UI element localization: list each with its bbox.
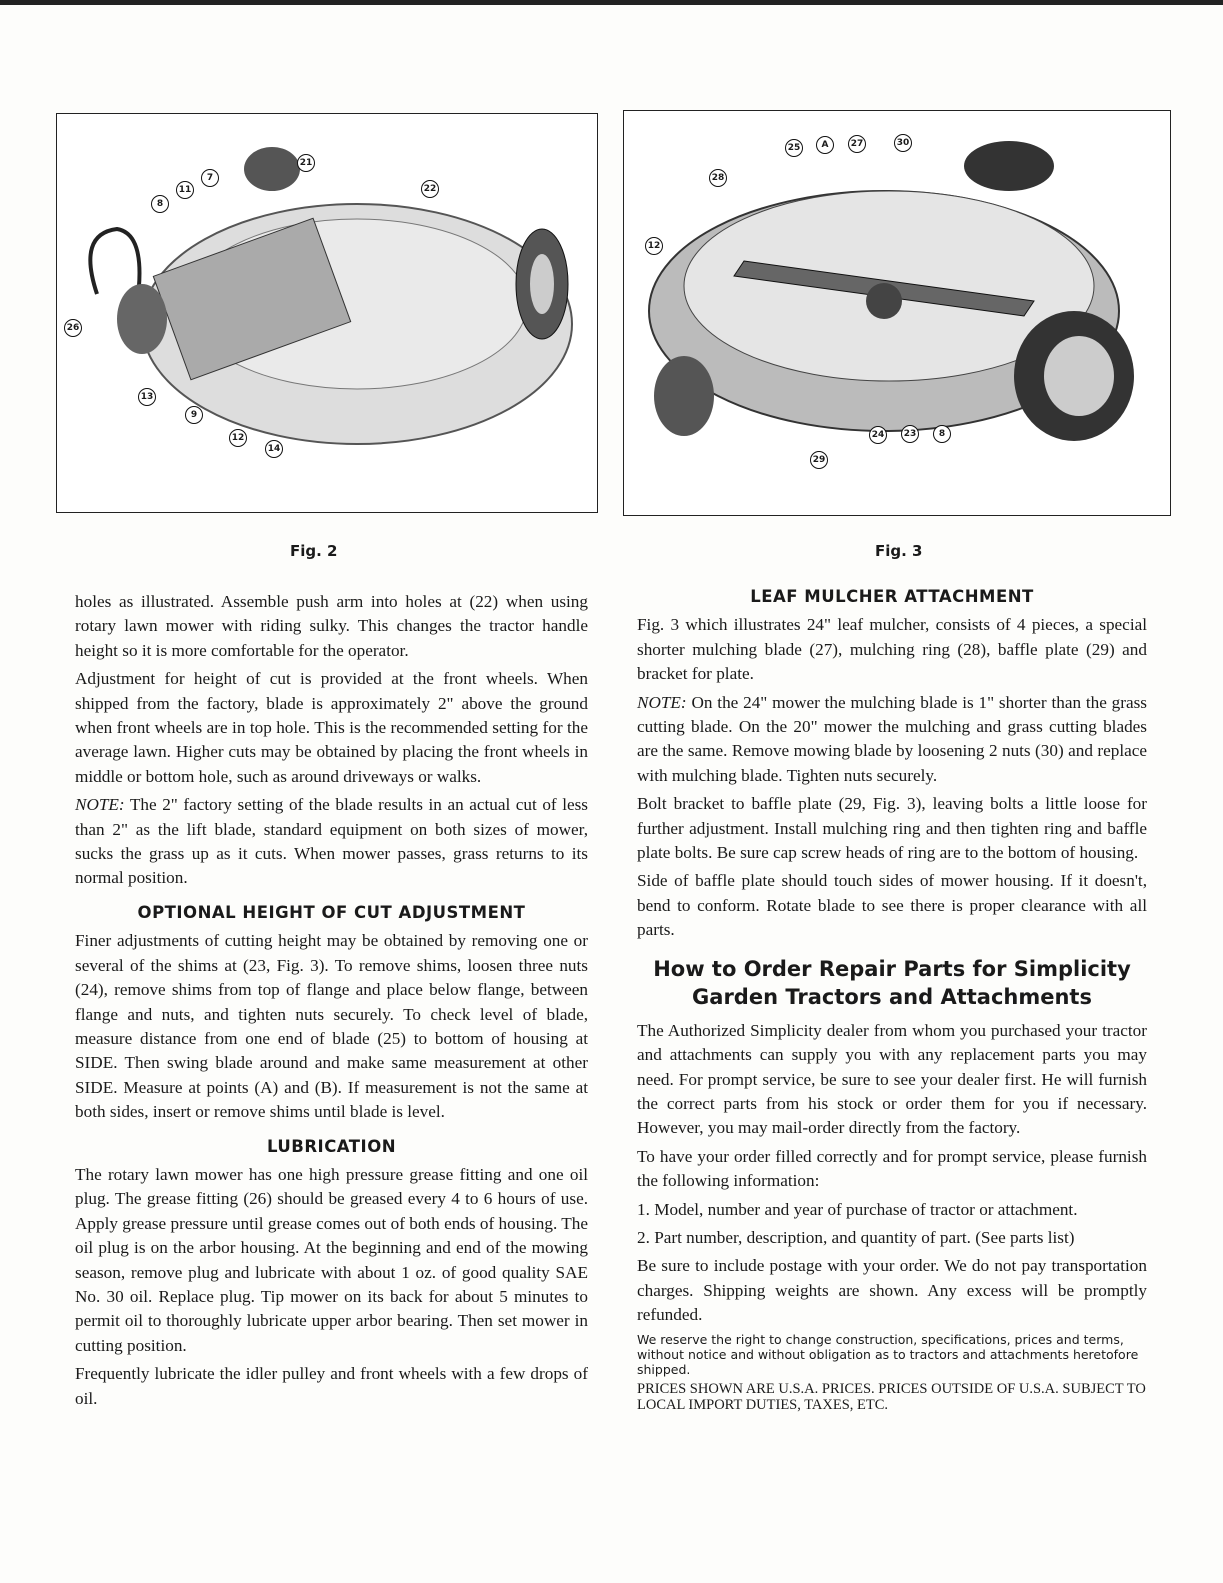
callout-9: 9 [185,406,203,424]
note-label: NOTE: [75,795,125,815]
callout-12: 12 [645,237,663,255]
note-paragraph [637,691,1147,789]
list-item: 1. Model, number and year of purchase of tractor or attachment. [637,1199,1078,1219]
paragraph: Adjustment for height of cut is provided at the front wheels. When shipped from the factory, blade is approximately 2" above the ground when front wheels are in top hole. This is the recommended setting for the average lawn. Higher cuts may be obtained by placing the front wheels in middle or bottom hole, such as around driveways or walks. [75,669,588,786]
callout-7: 7 [201,169,219,187]
note-text: The 2" factory setting of the blade results in an actual cut of less than 2" as the lift blade, standard equipment on both sizes of mower, sucks the grass up as it cuts. When mower passes, grass returns to its normal position. [75,795,588,888]
callout-30: 30 [894,134,912,152]
leaf-mulcher-illustration [624,111,1170,515]
note-paragraph [75,793,588,891]
paragraph: The Authorized Simplicity dealer from whom you purchased your tractor and attachments can supply you with any replacement parts you may need. For prompt service, be sure to see your dealer first. He will furnish the correct parts from his stock or order them for you if necessary. However, you may mail-order directly from the factory. [637,1020,1147,1138]
note-label: NOTE: [637,692,687,712]
callout-14: 14 [265,440,283,458]
callout-8: 8 [933,425,951,443]
paragraph: Be sure to include postage with your order. We do not pay transportation charges. Shipping weights are shown. Any excess will be promptly refunded. [637,1256,1147,1325]
paragraph: Bolt bracket to baffle plate (29, Fig. 3), leaving bolts a little loose for further adjustment. Install mulching ring and then tighten ring and baffle plate bolts. Be sure cap screw heads of ring are to the bottom of housing. [637,794,1147,863]
prices-notice: PRICES SHOWN ARE U.S.A. PRICES. PRICES OUTSIDE OF U.S.A. SUBJECT TO LOCAL IMPORT DUTIES, TAXES, ETC. [637,1380,1146,1413]
callout-29: 29 [810,451,828,469]
paragraph: To have your order filled correctly and for prompt service, please furnish the following information: [637,1146,1147,1191]
right-column [637,585,1147,1417]
paragraph: Frequently lubricate the idler pulley and front wheels with a few drops of oil. [75,1364,588,1408]
figure-2 [56,113,598,513]
figure-3-caption: Fig. 3 [875,542,923,560]
callout-26: 26 [64,319,82,337]
callout-A: A [816,136,834,154]
section-heading: OPTIONAL HEIGHT OF CUT ADJUSTMENT [137,902,526,922]
order-heading-line-2: Garden Tractors and Attachments [692,984,1092,1009]
section-heading: LUBRICATION [266,1136,397,1156]
list-item: 2. Part number, description, and quantity of part. (See parts list) [637,1227,1075,1247]
left-column [75,590,588,1415]
callout-21: 21 [297,154,315,172]
callout-27: 27 [848,135,866,153]
scan-edge [0,0,1223,5]
paragraph: Side of baffle plate should touch sides of mower housing. If it doesn't, bend to conform. Rotate blade to see there is proper clearance with all parts. [637,871,1147,940]
order-heading [637,955,1147,1011]
mower-deck-illustration [57,114,597,512]
callout-13: 13 [138,388,156,406]
order-heading-line-1: How to Order Repair Parts for Simplicity [653,956,1131,981]
callout-22: 22 [421,180,439,198]
callout-23: 23 [901,425,919,443]
figure-3 [623,110,1171,516]
callout-11: 11 [176,181,194,199]
callout-24: 24 [869,426,887,444]
paragraph: The rotary lawn mower has one high pressure grease fitting and one oil plug. The grease fitting (26) should be greased every 4 to 6 hours of use. Apply grease pressure until grease comes out of both ends of housing. The oil plug is on the arbor housing. At the beginning and end of the mowing season, remove plug and lubricate with about 1 oz. of good quality SAE No. 30 oil. Replace plug. Tip mower on its back for about 5 minutes to permit oil to thoroughly lubricate upper arbor bearing. Then set mower in cutting position. [75,1164,588,1355]
figure-2-caption: Fig. 2 [290,542,338,560]
paragraph: Finer adjustments of cutting height may be obtained by removing one or several of the shims at (23, Fig. 3). To remove shims, loosen three nuts (24), remove shims from top of flange and place below flange, between flange and nuts, and tighten nuts securely. To check level of blade, measure distance from one end of blade (25) to bottom of housing at SIDE. Then swing blade around and make same measurement at other SIDE. Measure at points (A) and (B). If measurement is not the same at both sides, insert or remove shims until blade is level. [75,931,588,1122]
callout-28: 28 [709,169,727,187]
section-heading: LEAF MULCHER ATTACHMENT [750,587,1034,606]
callout-12: 12 [229,429,247,447]
callout-8: 8 [151,195,169,213]
callout-25: 25 [785,139,803,157]
paragraph: holes as illustrated. Assemble push arm into holes at (22) when using rotary lawn mower with riding sulky. This changes the tractor handle height so it is more comfortable for the operator. [75,592,588,660]
paragraph: Fig. 3 which illustrates 24" leaf mulcher, consists of 4 pieces, a special shorter mulching blade (27), mulching ring (28), baffle plate (29) and bracket for plate. [637,615,1147,684]
note-text: On the 24" mower the mulching blade is 1" shorter than the grass cutting blade. On the 20" mower the mulching and grass cutting blades are the same. Remove mowing blade by loosening 2 nuts (30) and replace with mulching blade. Tighten nuts securely. [637,692,1147,785]
disclaimer: We reserve the right to change construction, specifications, prices and terms, without notice and without obligation as to tractors and attachments heretofore shipped. [637,1331,1139,1377]
